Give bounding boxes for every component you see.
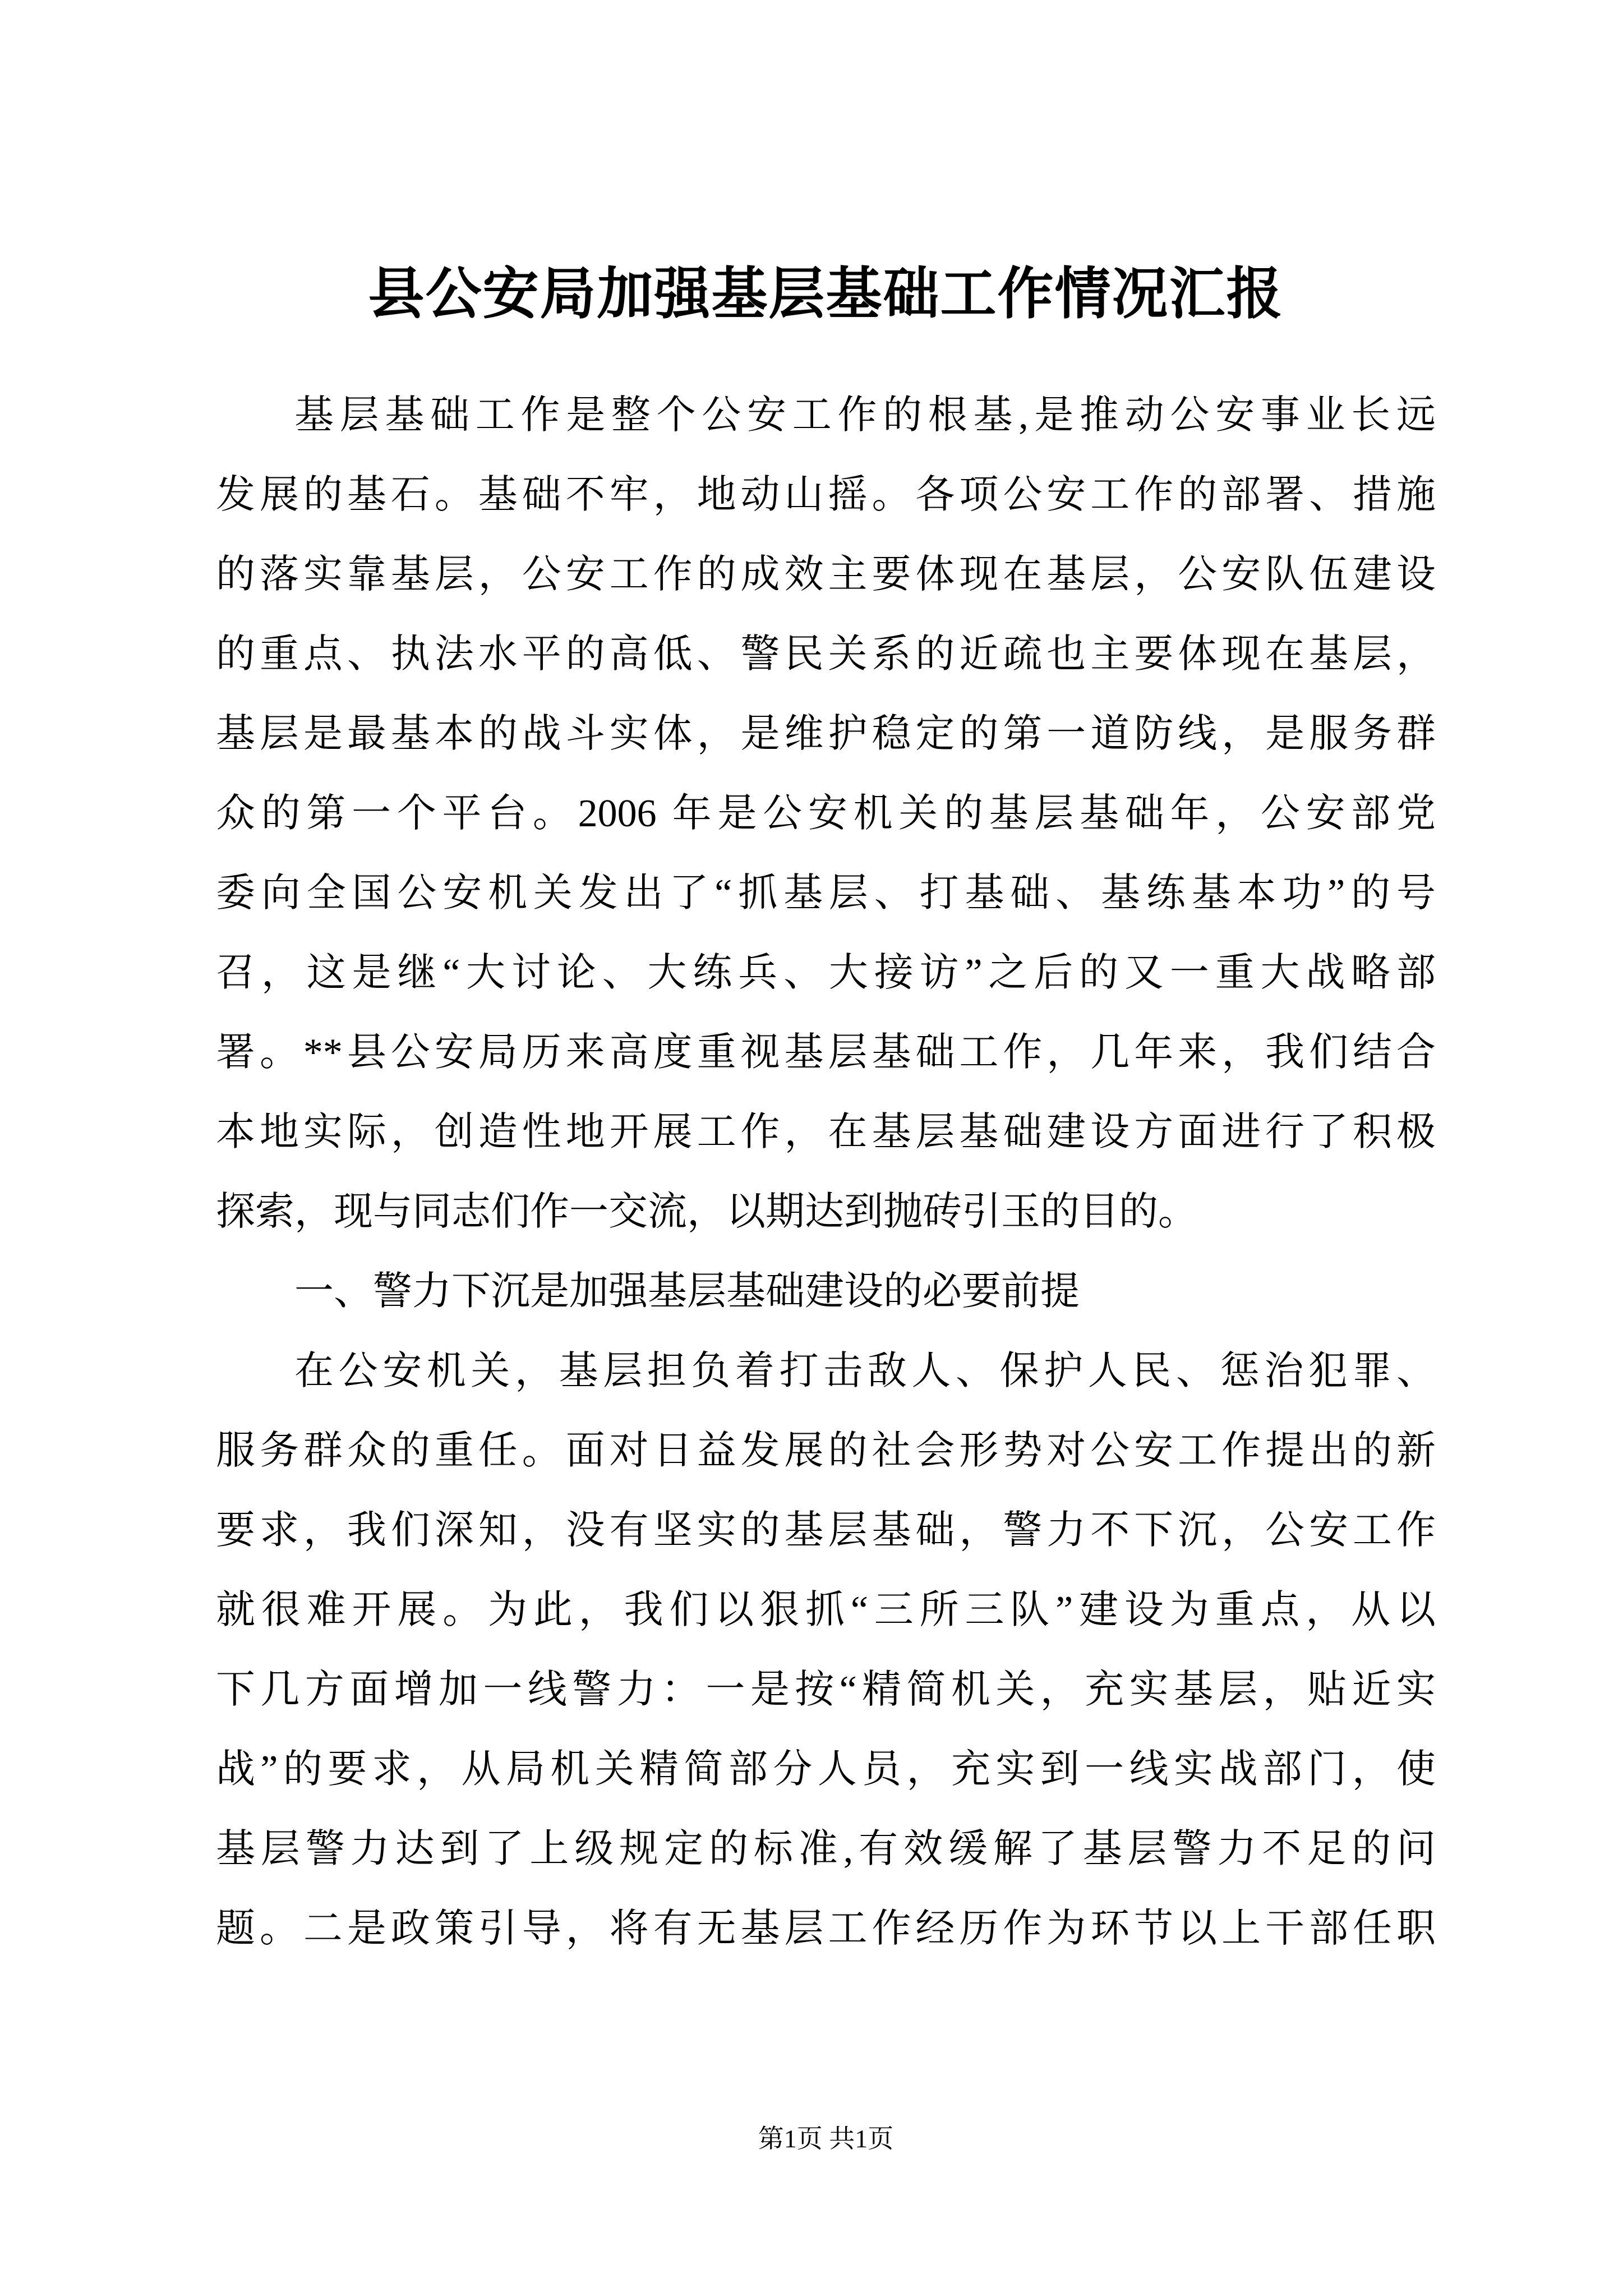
text-line: 署。**县公安局历来高度重视基层基础工作，几年来，我们结合 (216, 1031, 1436, 1074)
text-line: 下几方面增加一线警力：一是按“精简机关，充实基层，贴近实 (216, 1668, 1436, 1711)
text-line: 众的第一个平台。2006 年是公安机关的基层基础年，公安部党 (216, 792, 1436, 835)
text-line: 就很难开展。为此，我们以狠抓“三所三队”建设为重点，从以 (216, 1589, 1436, 1632)
text-line: 在公安机关，基层担负着打击敌人、保护人民、惩治犯罪、 (294, 1350, 1436, 1393)
text-line: 服务群众的重任。面对日益发展的社会形势对公安工作提出的新 (216, 1429, 1436, 1473)
text-line: 基层警力达到了上级规定的标准,有效缓解了基层警力不足的问 (216, 1828, 1436, 1871)
document-title: 县公安局加强基层基础工作情况汇报 (368, 263, 1284, 325)
text-line: 要求，我们深知，没有坚实的基层基础，警力不下沉，公安工作 (216, 1509, 1436, 1552)
text-line: 委向全国公安机关发出了“抓基层、打基础、基练基本功”的号 (216, 872, 1436, 915)
text-line: 基层是最基本的战斗实体，是维护稳定的第一道防线，是服务群 (216, 712, 1436, 756)
text-line: 发展的基石。基础不牢，地动山摇。各项公安工作的部署、措施 (216, 473, 1436, 517)
text-line: 召，这是继“大讨论、大练兵、大接访”之后的又一重大战略部 (216, 951, 1436, 995)
text-line: 的落实靠基层，公安工作的成效主要体现在基层，公安队伍建设 (216, 553, 1436, 596)
text-line: 本地实际，创造性地开展工作，在基层基础建设方面进行了积极 (216, 1111, 1436, 1154)
text-line: 的重点、执法水平的高低、警民关系的近疏也主要体现在基层， (216, 633, 1436, 676)
text-line: 基层基础工作是整个公安工作的根基,是推动公安事业长远 (294, 394, 1436, 437)
text-line: 战”的要求，从局机关精简部分人员，充实到一线实战部门，使 (216, 1748, 1436, 1791)
text-line: 探索，现与同志们作一交流，以期达到抛砖引玉的目的。 (216, 1190, 1197, 1234)
document-body (216, 376, 1436, 1969)
section-heading: 一、警力下沉是加强基层基础建设的必要前提 (294, 1270, 1080, 1313)
text-line: 题。二是政策引导，将有无基层工作经历作为环节以上干部任职 (216, 1907, 1436, 1950)
page-number-footer: 第1页 共1页 (758, 2124, 894, 2153)
